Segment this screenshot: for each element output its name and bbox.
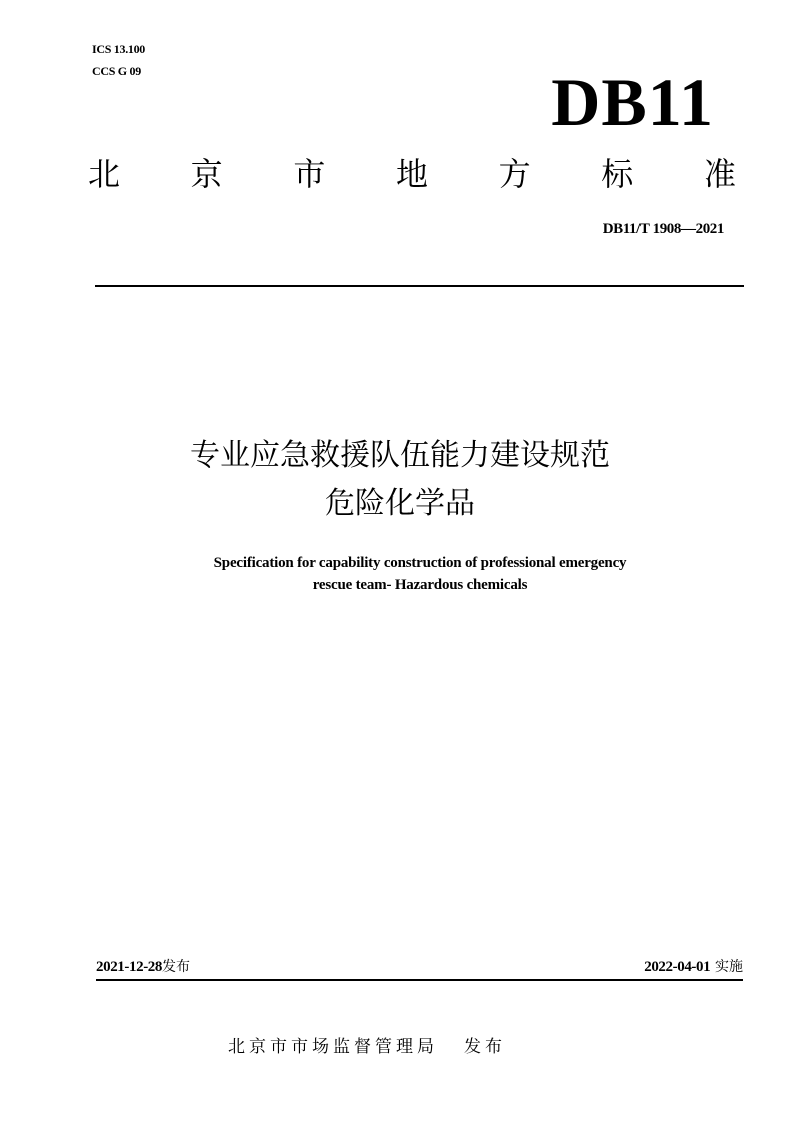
standard-type-char: 方 [498,155,531,193]
issuer-line [228,1034,506,1060]
standard-type-char: 地 [395,155,428,193]
standard-type-heading [88,152,736,196]
english-title-line-2: rescue team- Hazardous chemicals [312,577,528,593]
issue-date: 2021-12-28 [96,959,162,975]
bottom-divider [96,979,743,981]
standard-type-char: 北 [88,155,121,193]
english-title-line-1: Specification for capability construction of professional emergency [213,555,627,571]
chinese-title [0,432,800,528]
top-divider [95,285,744,287]
standard-type-char: 市 [293,155,326,193]
ics-code: ICS 13.100 [92,42,146,56]
implement-date-block [644,955,743,978]
dates-row [96,955,743,978]
standard-type-char: 标 [601,155,634,193]
issue-label: 发布 [162,959,190,975]
implement-label: 实施 [715,959,743,975]
chinese-title-line-2: 危险化学品 [325,486,475,521]
ccs-code: CCS G 09 [92,64,141,78]
classification-codes [92,38,145,82]
implement-date: 2022-04-01 [644,959,711,975]
issuer-name: 北京市市场监督管理局 [228,1037,438,1057]
issuer-action: 发布 [464,1037,506,1057]
issue-date-block [96,955,190,978]
standard-type-char: 准 [703,155,736,193]
standard-type-char: 京 [190,155,223,193]
db11-logo: DB11 [551,64,714,140]
english-title [60,552,780,596]
standard-number: DB11/T 1908—2021 [602,221,724,237]
chinese-title-line-1: 专业应急救援队伍能力建设规范 [190,438,610,473]
